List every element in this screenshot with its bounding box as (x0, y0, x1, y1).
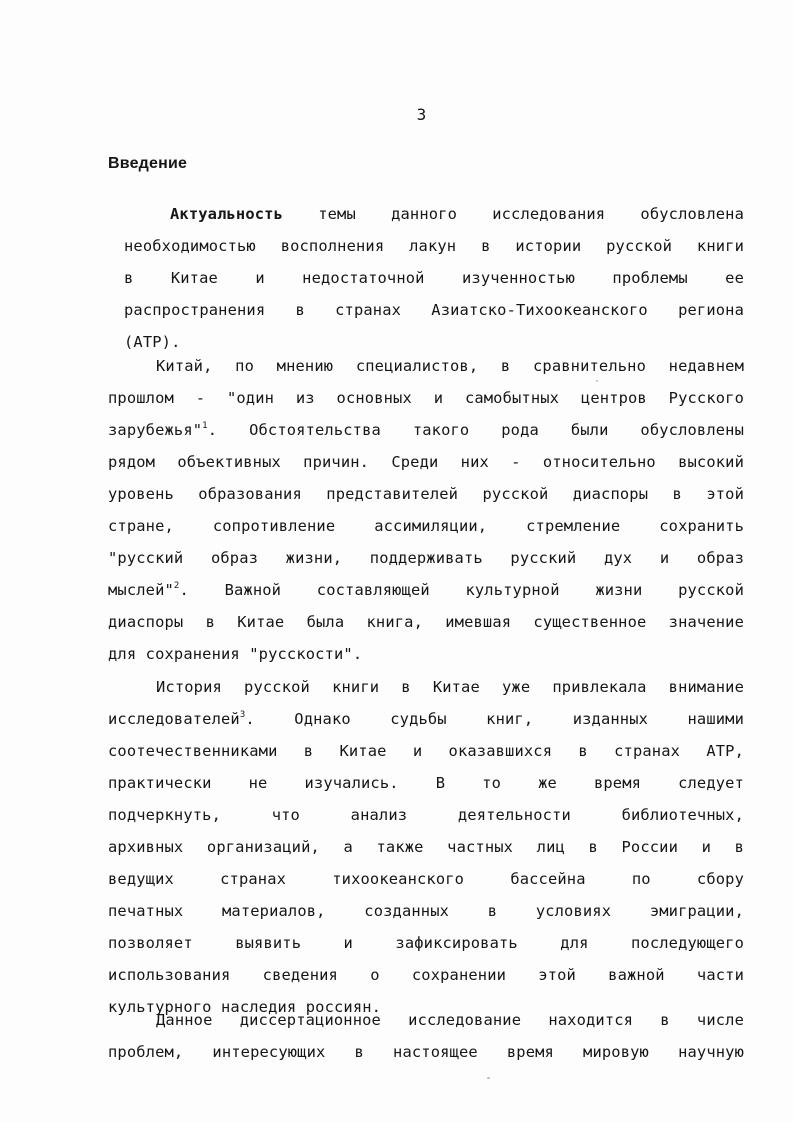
paragraph-line: (АТР). (124, 333, 181, 351)
paragraph-line: "русский образ жизни, поддерживать русский дух и образ (108, 549, 744, 567)
paragraph-research-scope (108, 1004, 744, 1068)
scan-speck (487, 1077, 490, 1079)
line-text: мыслей" (108, 581, 174, 599)
paragraph-line: печатных материалов, созданных в условиях эмиграции, (108, 902, 744, 920)
paragraph-relevance (108, 198, 744, 358)
paragraph-line: проблем, интересующих в настоящее время мировую научную (108, 1043, 744, 1061)
paragraph-line (108, 414, 744, 446)
paragraph-line: распространения в странах Азиатско-Тихоокеанского региона (124, 301, 744, 319)
paragraph-line (108, 574, 744, 606)
paragraph-line: позволяет выявить и зафиксировать для последующего (108, 934, 744, 952)
footnote-ref-3: 3 (239, 710, 246, 720)
line-text: темы данного исследования обусловлена (318, 205, 744, 223)
footnote-ref-2: 2 (173, 581, 180, 591)
paragraph-line: уровень образования представителей русской диаспоры в этой (108, 485, 744, 503)
paragraph-line: соотечественниками в Китае и оказавшихся в странах АТР, (108, 742, 744, 760)
paragraph-line: Данное диссертационное исследование находится в числе (156, 1011, 744, 1029)
footnote-ref-1: 1 (202, 421, 208, 431)
paragraph-line: диаспоры в Китае была книга, имевшая существенное значение (108, 613, 744, 631)
paragraph-line: для сохранения "русскости". (108, 645, 363, 663)
paragraph-line: рядом объективных причин. Среди них - относительно высокий (108, 453, 744, 471)
scan-speck (596, 380, 598, 382)
paragraph-line: культурного наследия россиян. (108, 998, 382, 1016)
line-text: исследователей (108, 710, 240, 728)
paragraph-line: подчеркнуть, что анализ деятельности библиотечных, (108, 806, 744, 824)
line-text: . Однако судьбы книг, изданных нашими (245, 710, 744, 728)
paragraph-china-diaspora (108, 350, 744, 670)
paragraph-line: использования сведения о сохранении этой важной части (108, 966, 744, 984)
paragraph-line: архивных организаций, а также частных лиц в России и в (108, 838, 744, 856)
section-title: Введение (108, 155, 188, 172)
paragraph-line (108, 198, 744, 230)
paragraph-line: История русской книги в Китае уже привлекала внимание (156, 678, 744, 696)
paragraph-line: ведущих странах тихоокеанского бассейна по сбору (108, 870, 744, 888)
paragraph-line: Китай, по мнению специалистов, в сравнительно недавнем (156, 357, 744, 375)
relevance-lead-word: Актуальность (170, 205, 283, 223)
paragraph-line: необходимостью восполнения лакун в истории русской книги (124, 237, 744, 255)
paragraph-line: в Китае и недостаточной изученностью проблемы ее (124, 269, 744, 287)
paragraph-book-history (108, 671, 744, 1023)
line-text: зарубежья" (108, 421, 203, 439)
line-text: . Важной составляющей культурной жизни русской (179, 581, 744, 599)
paragraph-line: стране, сопротивление ассимиляции, стремление сохранить (108, 517, 744, 535)
page-number: 3 (416, 105, 427, 124)
paragraph-line (108, 703, 744, 735)
paragraph-line: практически не изучались. В то же время следует (108, 774, 744, 792)
line-text: . Обстоятельства такого рода были обусловлены (207, 421, 744, 439)
paragraph-line: прошлом - "один из основных и самобытных центров Русского (108, 389, 744, 407)
